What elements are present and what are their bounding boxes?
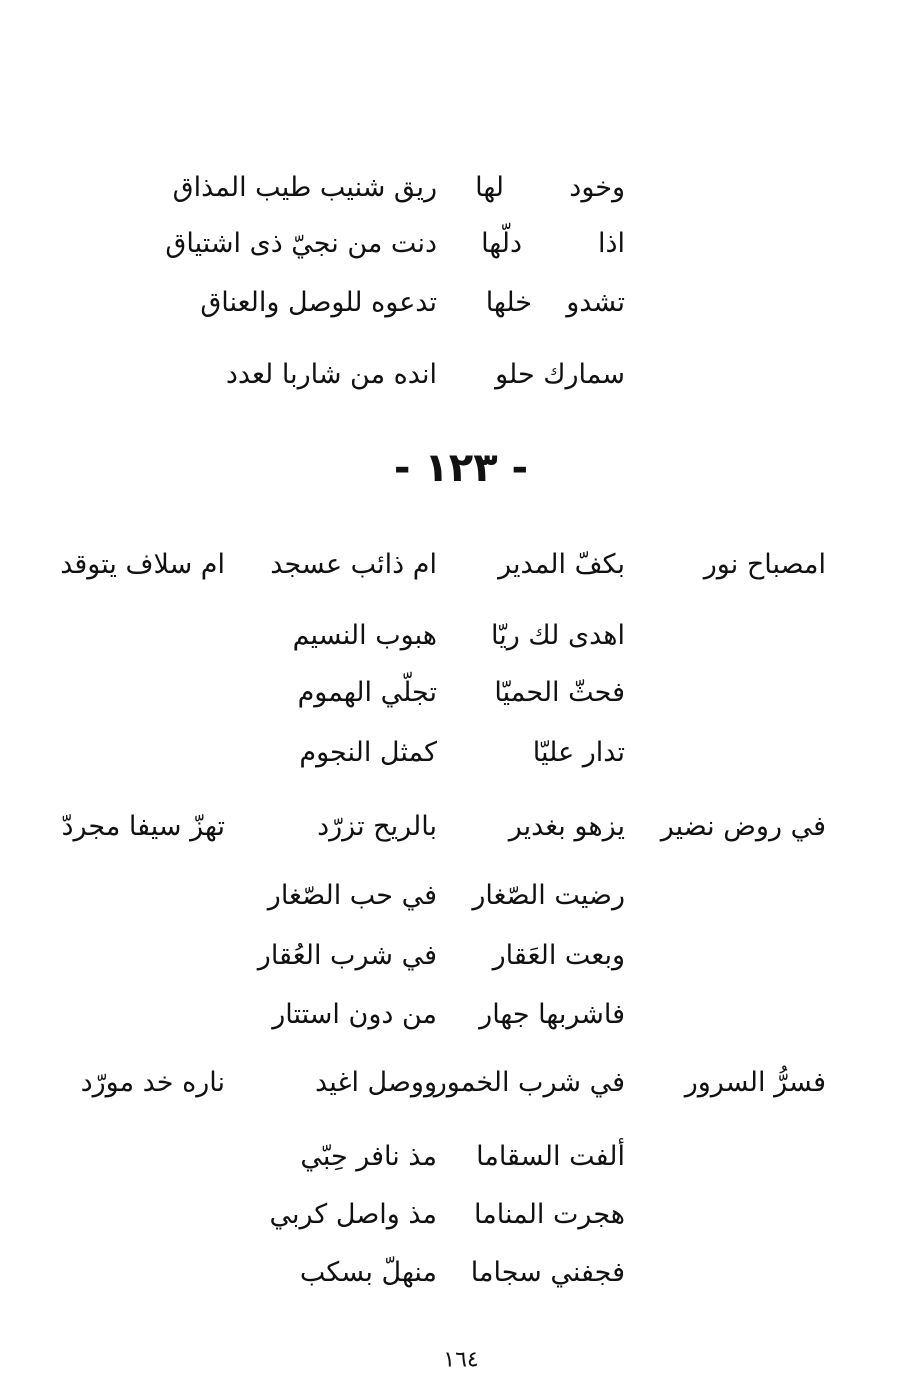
stanza-2-line-2-a: وبعت العَقار (492, 940, 625, 971)
stanza-3-wide-4: ناره خد مورّد (80, 1067, 225, 1098)
stanza-1-wide-2: بكفّ المدير (498, 549, 625, 580)
verse-line-1-word-a: وخود (569, 172, 625, 203)
verse-line-4-hemistich-2: انده من شاربا لعدد (225, 359, 437, 390)
stanza-2-wide-2: يزهو بغدير (508, 811, 625, 842)
stanza-2-line-1-b: في حب الصّغار (267, 880, 437, 911)
stanza-3-line-3-b: منهلّ بسكب (299, 1257, 437, 1288)
stanza-1-line-3-a: تدار عليّا (532, 737, 625, 768)
stanza-3-wide-3: ووصل اغيد (315, 1067, 437, 1098)
stanza-1-line-1-a: اهدى لك ريّا (491, 620, 625, 651)
verse-line-4-hemistich-1: سمارك حلو (495, 359, 625, 390)
stanza-1-line-2-b: تجلّي الهموم (297, 677, 437, 708)
stanza-2-line-1-a: رضيت الصّغار (472, 880, 625, 911)
stanza-2-wide-3: بالريح تزرّد (317, 811, 437, 842)
stanza-3-line-1-b: مذ نافر حِبّي (300, 1141, 437, 1172)
stanza-3-line-2-a: هجرت المناما (474, 1199, 625, 1230)
verse-line-2-hemistich-2: دنت من نجيّ ذى اشتياق (165, 228, 437, 259)
verse-line-3-hemistich-2: تدعوه للوصل والعناق (200, 287, 437, 318)
stanza-3-line-2-b: مذ واصل كربي (269, 1199, 437, 1230)
verse-line-2-word-a: اذا (597, 228, 625, 259)
stanza-1-wide-1: امصباح نور (703, 549, 826, 580)
stanza-3-wide-2: في شرب الخمور (433, 1067, 625, 1098)
stanza-1-line-3-b: كمثل النجوم (299, 737, 437, 768)
stanza-2-wide-4: تهزّ سيفا مجردّ (61, 811, 225, 842)
stanza-2-wide-1: في روض نضير (660, 811, 826, 842)
page-number: ١٦٤ (443, 1347, 479, 1373)
stanza-2-line-2-b: في شرب العُقار (257, 940, 437, 971)
stanza-2-line-3-a: فاشربها جهار (479, 999, 625, 1030)
stanza-3-line-1-a: ألفت السقاما (476, 1141, 625, 1172)
stanza-1-wide-4: ام سلاف يتوقد (60, 549, 225, 580)
stanza-1-line-1-b: هبوب النسيم (292, 620, 437, 651)
verse-line-3-word-b: خلها (485, 287, 532, 318)
stanza-2-line-3-b: من دون استتار (272, 999, 437, 1030)
verse-line-2-word-b: دلّها (481, 228, 522, 259)
stanza-3-line-3-a: فجفني سجاما (470, 1257, 625, 1288)
verse-line-1-hemistich-2: ريق شنيب طيب المذاق (172, 172, 437, 203)
stanza-1-line-2-a: فحثّ الحميّا (494, 677, 625, 708)
verse-line-3-word-a: تشدو (566, 287, 625, 318)
stanza-1-wide-3: ام ذائب عسجد (270, 549, 437, 580)
section-number: - ١٢٣ - (393, 445, 529, 491)
verse-line-1-word-b: لها (475, 172, 504, 203)
stanza-3-wide-1: فسرُّ السرور (684, 1067, 826, 1098)
